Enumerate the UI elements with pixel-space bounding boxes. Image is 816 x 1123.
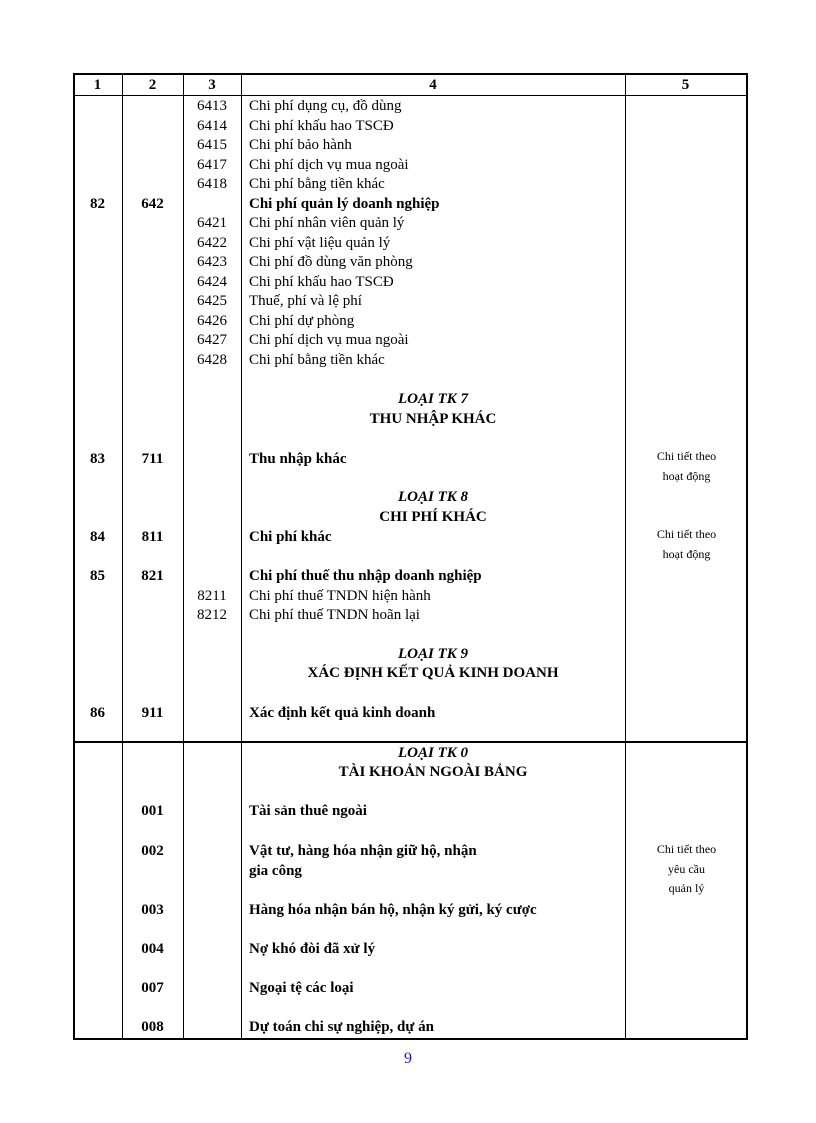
account-code: 004 [141, 941, 164, 957]
note-line: Chi tiết theo [656, 842, 717, 856]
note-line: Chi tiết theo [656, 449, 717, 463]
note-line: hoạt động [662, 546, 711, 561]
header-col-2: 2 [148, 77, 157, 93]
section-label: LOẠI TK 0 [397, 745, 468, 761]
account-code: 642 [141, 196, 164, 212]
section-title: XÁC ĐỊNH KẾT QUẢ KINH DOANH [307, 665, 559, 681]
subaccount-code: 6424 [197, 274, 227, 290]
row-number: 82 [90, 196, 105, 212]
subaccount-name: Chi phí khấu hao TSCĐ [249, 118, 394, 134]
section-title: THU NHẬP KHÁC [369, 411, 497, 427]
account-name-continued: gia công [249, 863, 302, 879]
account-name: Nợ khó đòi đã xử lý [249, 941, 376, 957]
account-name: Hàng hóa nhận bán hộ, nhận ký gửi, ký cược [249, 902, 537, 918]
row-number: 84 [90, 529, 105, 545]
section-divider [73, 741, 748, 743]
account-code: 001 [141, 803, 164, 819]
subaccount-name: Chi phí khấu hao TSCĐ [249, 274, 394, 290]
detail-note [626, 525, 747, 564]
col-border-left [73, 73, 75, 1040]
header-col-3: 3 [208, 77, 216, 93]
section-label: LOẠI TK 8 [397, 489, 468, 505]
account-name: Xác định kết quả kinh doanh [249, 705, 436, 721]
header-col-5: 5 [681, 77, 690, 93]
subaccount-name: Chi phí đồ dùng văn phòng [249, 254, 413, 270]
subaccount-name: Chi phí dịch vụ mua ngoài [249, 332, 409, 348]
subaccount-code: 6422 [197, 235, 227, 251]
col-border-1 [122, 73, 123, 1040]
subaccount-name: Chi phí dịch vụ mua ngoài [249, 157, 409, 173]
note-line: hoạt động [662, 468, 711, 483]
header-bottom-border [73, 95, 748, 96]
account-name: Thu nhập khác [249, 451, 347, 467]
account-name: Dự toán chi sự nghiệp, dự án [249, 1019, 434, 1035]
subaccount-name: Thuế, phí và lệ phí [249, 293, 362, 309]
account-code: 811 [141, 529, 164, 545]
account-code: 711 [141, 451, 164, 467]
table-bottom-border [73, 1038, 748, 1040]
note-line: quản lý [668, 881, 705, 895]
section-title: CHI PHÍ KHÁC [379, 509, 487, 525]
account-name: Chi phí thuế thu nhập doanh nghiệp [249, 568, 482, 584]
subaccount-name: Chi phí thuế TNDN hoãn lại [249, 607, 420, 623]
subaccount-code: 8212 [197, 607, 227, 623]
subaccount-code: 6418 [197, 176, 227, 192]
subaccount-name: Chi phí dụng cụ, đồ dùng [249, 98, 402, 114]
row-number: 83 [90, 451, 105, 467]
account-name: Ngoại tệ các loại [249, 980, 354, 996]
subaccount-code: 6415 [197, 137, 227, 153]
subaccount-code: 6428 [197, 352, 227, 368]
subaccount-code: 6417 [197, 157, 227, 173]
section-title: TÀI KHOẢN NGOÀI BẢNG [338, 764, 528, 780]
subaccount-name: Chi phí dự phòng [249, 313, 355, 329]
subaccount-code: 6414 [197, 118, 227, 134]
row-number: 85 [90, 568, 105, 584]
account-name: Chi phí khác [249, 529, 332, 545]
subaccount-code: 6427 [197, 332, 227, 348]
subaccount-name: Chi phí thuế TNDN hiện hành [249, 588, 431, 604]
detail-note [626, 447, 747, 486]
subaccount-code: 6423 [197, 254, 227, 270]
subaccount-name: Chi phí bằng tiền khác [249, 176, 385, 192]
page-number: 9 [404, 1050, 412, 1067]
account-code: 008 [141, 1019, 164, 1035]
subaccount-name: Chi phí vật liệu quản lý [249, 235, 391, 251]
subaccount-name: Chi phí bảo hành [249, 137, 352, 153]
subaccount-code: 6425 [197, 293, 227, 309]
account-name: Tài sản thuê ngoài [249, 803, 367, 819]
account-code: 002 [141, 843, 164, 859]
subaccount-code: 6413 [197, 98, 227, 114]
subaccount-code: 6421 [197, 215, 227, 231]
account-name: Vật tư, hàng hóa nhận giữ hộ, nhận [249, 843, 477, 859]
header-col-4: 4 [429, 77, 437, 93]
account-name: Chi phí quản lý doanh nghiệp [249, 196, 440, 212]
section-label: LOẠI TK 7 [397, 391, 468, 407]
subaccount-code: 8211 [197, 588, 227, 604]
account-code: 003 [141, 902, 164, 918]
row-number: 86 [90, 705, 105, 721]
subaccount-code: 6426 [197, 313, 227, 329]
col-border-3 [241, 73, 242, 1040]
section-label: LOẠI TK 9 [397, 646, 468, 662]
detail-note [626, 840, 747, 899]
account-code: 821 [141, 568, 164, 584]
account-code: 007 [141, 980, 164, 996]
note-line: yêu cầu [668, 861, 705, 876]
account-code: 911 [141, 705, 164, 721]
header-col-1: 1 [93, 77, 102, 93]
subaccount-name: Chi phí nhân viên quản lý [249, 215, 405, 231]
note-line: Chi tiết theo [656, 527, 717, 541]
table-top-border [73, 73, 748, 75]
subaccount-name: Chi phí bằng tiền khác [249, 352, 385, 368]
